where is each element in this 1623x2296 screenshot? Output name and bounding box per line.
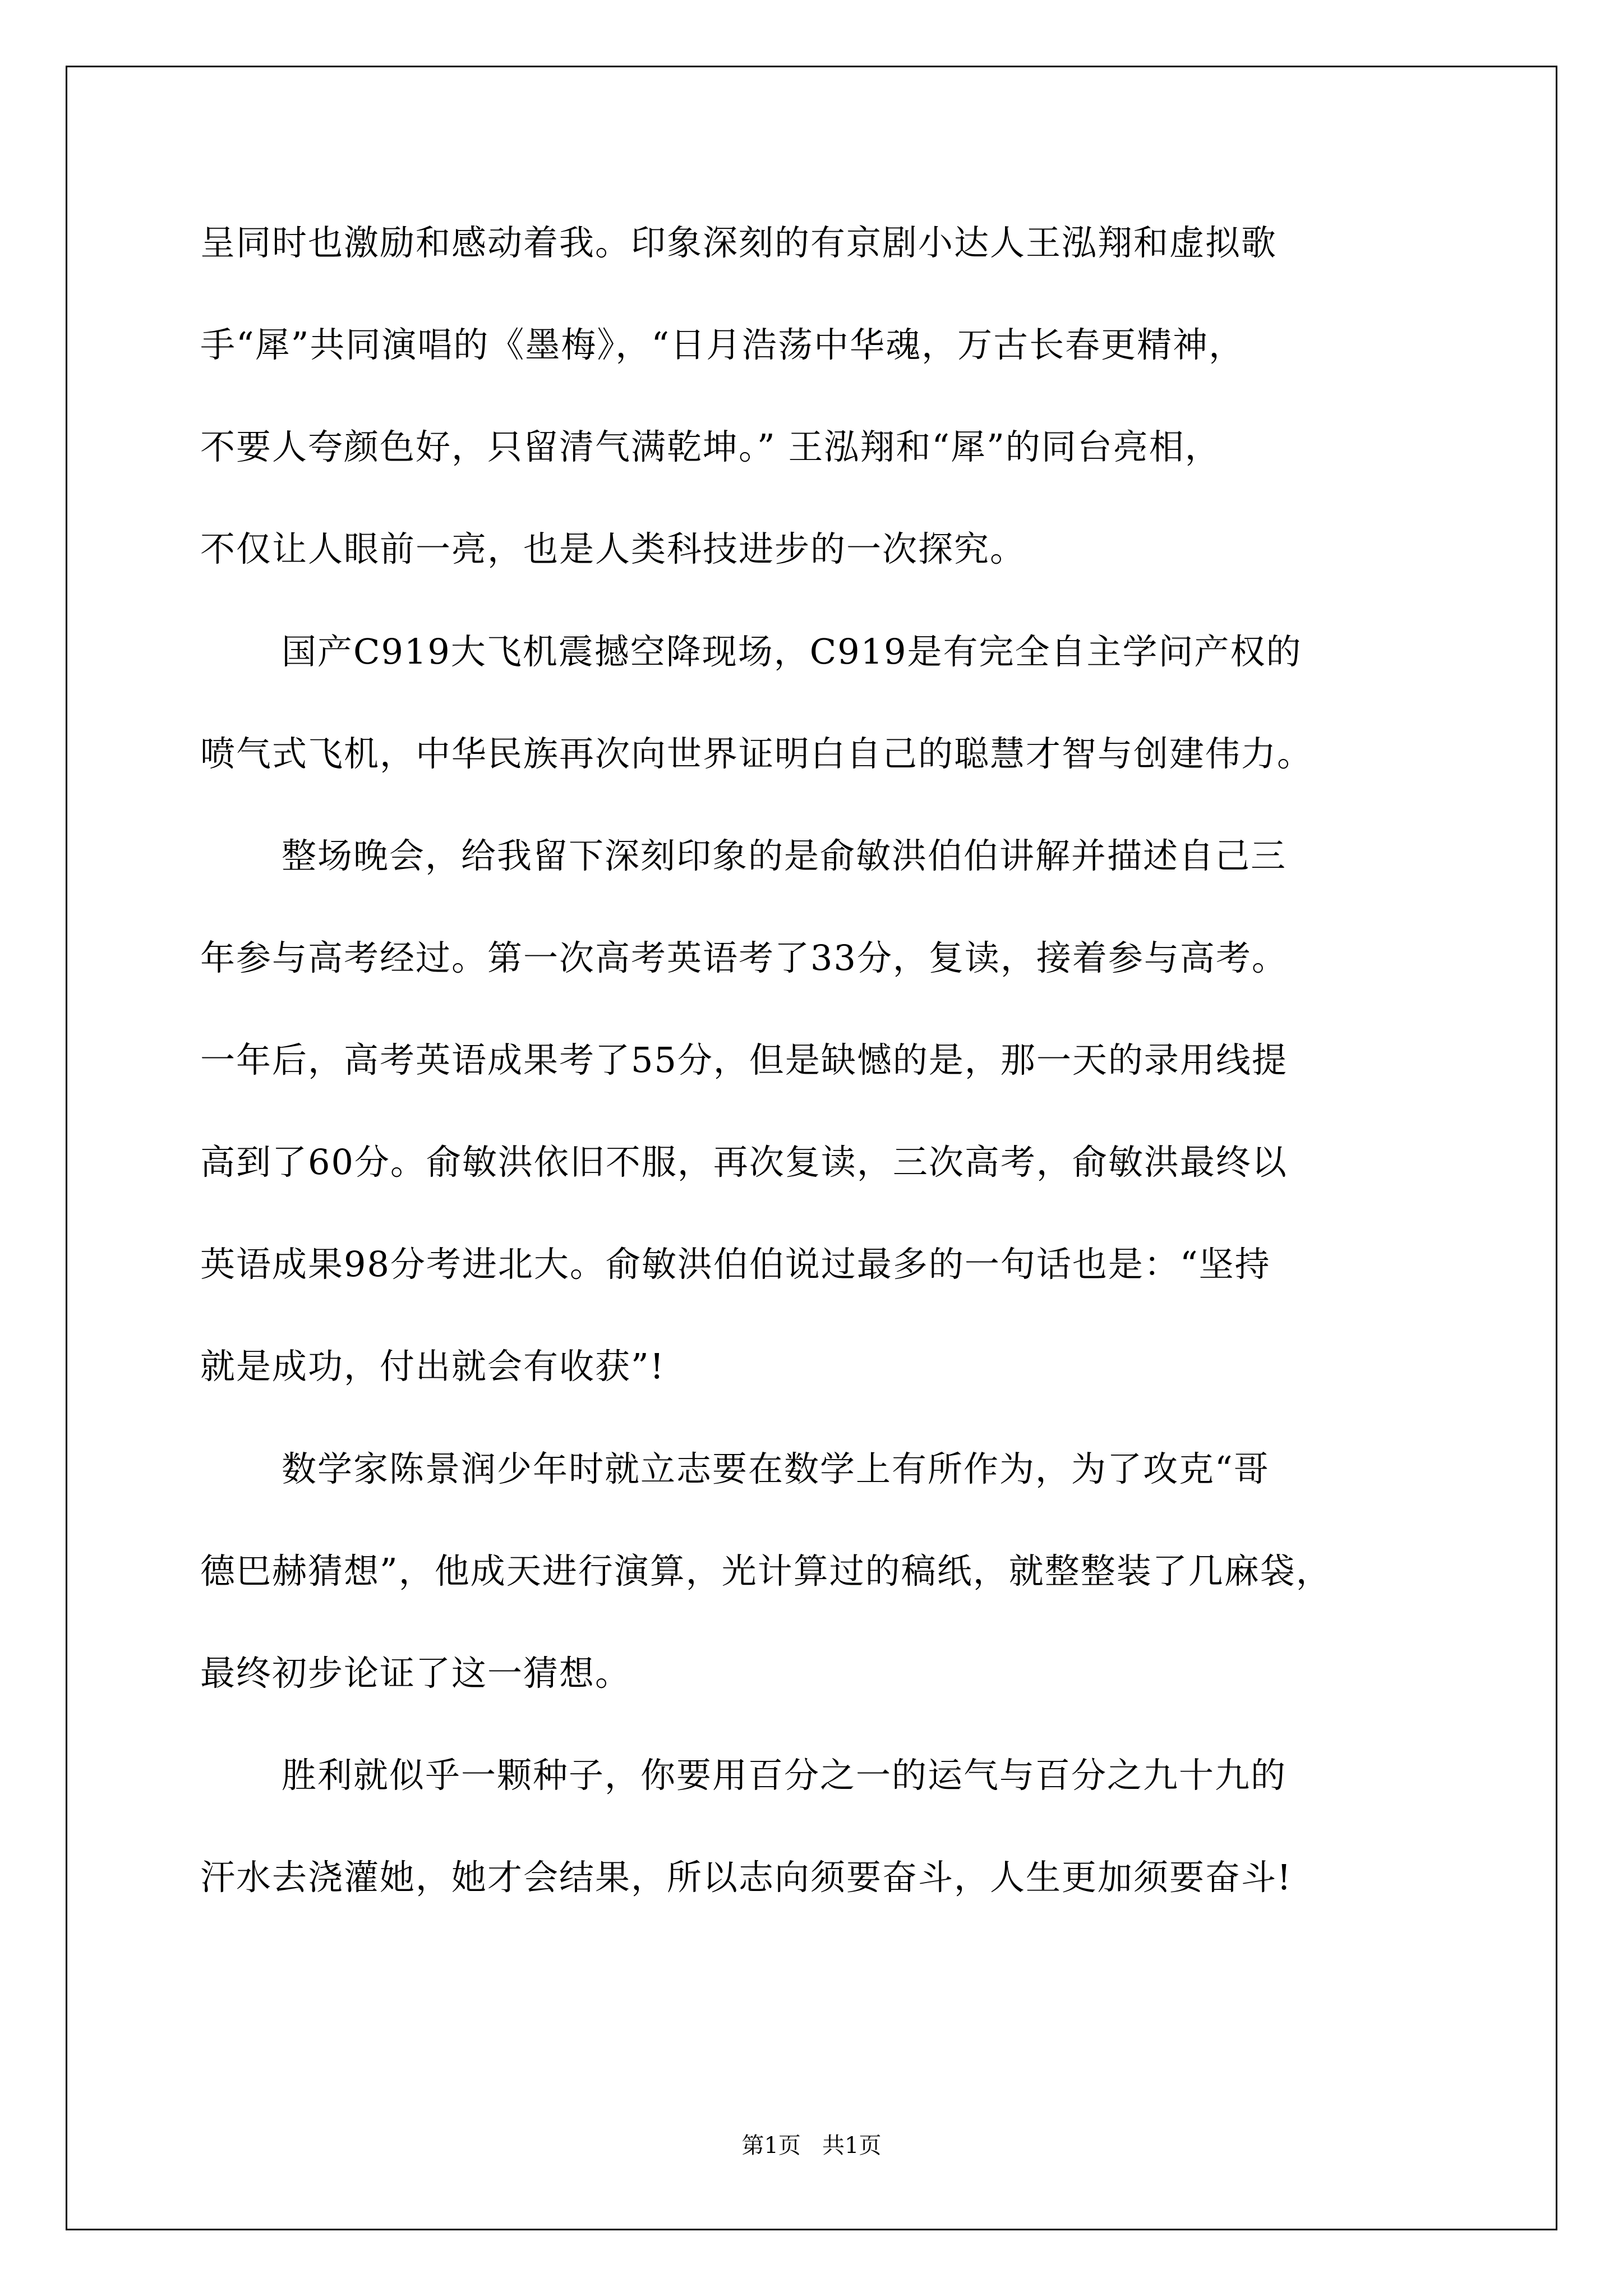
body-line: 英语成果98分考进北大。俞敏洪伯伯说过最多的一句话也是：“坚持 <box>200 1244 1271 1285</box>
paragraph-first-line: 国产C919大飞机震撼空降现场，C919是有完全自主学问产权的 <box>282 631 1302 672</box>
body-line: 最终初步论证了这一猜想。 <box>200 1653 631 1694</box>
body-line: 一年后，高考英语成果考了55分，但是缺憾的是，那一天的录用线提 <box>200 1039 1288 1080</box>
body-line: 不仅让人眼前一亮，也是人类科技进步的一次探究。 <box>200 528 1026 569</box>
body-line: 汗水去浇灌她，她才会结果，所以志向须要奋斗，人生更加须要奋斗! <box>200 1857 1292 1898</box>
page-number: 第1页 共1页 <box>741 2133 882 2159</box>
body-line: 不要人夸颜色好，只留清气满乾坤。” 王泓翔和“犀”的同台亮相， <box>200 426 1221 467</box>
paragraph-first-line: 整场晚会，给我留下深刻印象的是俞敏洪伯伯讲解并描述自己三 <box>282 835 1287 876</box>
body-line: 喷气式飞机，中华民族再次向世界证明白自己的聪慧才智与创建伟力。 <box>200 733 1313 774</box>
body-line: 高到了60分。俞敏洪依旧不服，再次复读，三次高考，俞敏洪最终以 <box>200 1142 1288 1182</box>
body-line: 就是成功，付出就会有收获”! <box>200 1346 665 1387</box>
body-line: 德巴赫猜想”，他成天进行演算，光计算过的稿纸，就整整装了几麻袋， <box>200 1550 1332 1591</box>
body-line: 年参与高考经过。第一次高考英语考了33分，复读，接着参与高考。 <box>200 937 1288 978</box>
paragraph-first-line: 数学家陈景润少年时就立志要在数学上有所作为，为了攻克“哥 <box>282 1448 1270 1489</box>
body-line: 手“犀”共同演唱的《墨梅》，“日月浩荡中华魂，万古长春更精神， <box>200 324 1245 365</box>
body-line: 呈同时也激励和感动着我。印象深刻的有京剧小达人王泓翔和虚拟歌 <box>200 222 1278 263</box>
paragraph-first-line: 胜利就似乎一颗种子，你要用百分之一的运气与百分之九十九的 <box>282 1755 1287 1796</box>
